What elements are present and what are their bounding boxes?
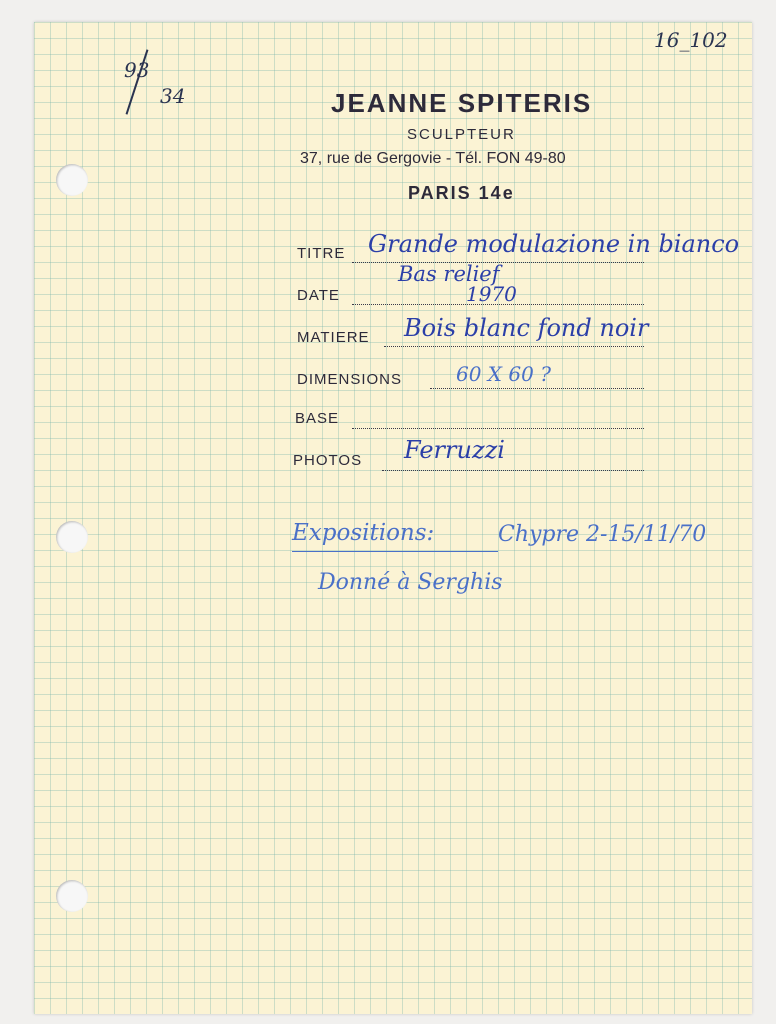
- dimensions-line: [430, 388, 644, 389]
- titre-label: TITRE: [297, 245, 346, 262]
- date-value: 1970: [466, 282, 517, 306]
- matiere-value: Bois blanc fond noir: [404, 314, 649, 342]
- expositions-value: Chypre 2-15/11/70: [498, 522, 707, 547]
- artist-profession: SCULPTEUR: [407, 126, 516, 143]
- artist-address: 37, rue de Gergovie - Tél. FON 49-80: [300, 150, 566, 167]
- reference-number: 16_102: [654, 28, 728, 52]
- base-line: [352, 428, 644, 429]
- dimensions-value: 60 X 60 ?: [456, 362, 551, 386]
- photos-label: PHOTOS: [293, 452, 363, 469]
- punch-hole-middle: [56, 521, 88, 553]
- date-label: DATE: [297, 287, 340, 304]
- expositions-label: Expositions:: [292, 520, 435, 546]
- punch-hole-bottom: [56, 880, 88, 912]
- base-label: BASE: [295, 410, 340, 427]
- matiere-line: [384, 346, 644, 347]
- titre-value: Grande modulazione in bianco: [368, 230, 740, 258]
- fraction-bottom: 34: [160, 84, 186, 108]
- expositions-underline: [292, 551, 498, 552]
- artist-name: JEANNE SPITERIS: [331, 88, 593, 118]
- titre-value-line2: Bas relief: [398, 262, 500, 286]
- fraction-top: 93: [124, 58, 150, 82]
- matiere-label: MATIERE: [297, 329, 370, 346]
- donation-note: Donné à Serghis: [318, 570, 503, 595]
- photos-line: [382, 470, 644, 471]
- photos-value: Ferruzzi: [404, 436, 505, 464]
- record-card: [34, 22, 752, 1014]
- punch-hole-top: [56, 164, 88, 196]
- dimensions-label: DIMENSIONS: [297, 371, 403, 388]
- artist-city: PARIS 14e: [408, 183, 515, 203]
